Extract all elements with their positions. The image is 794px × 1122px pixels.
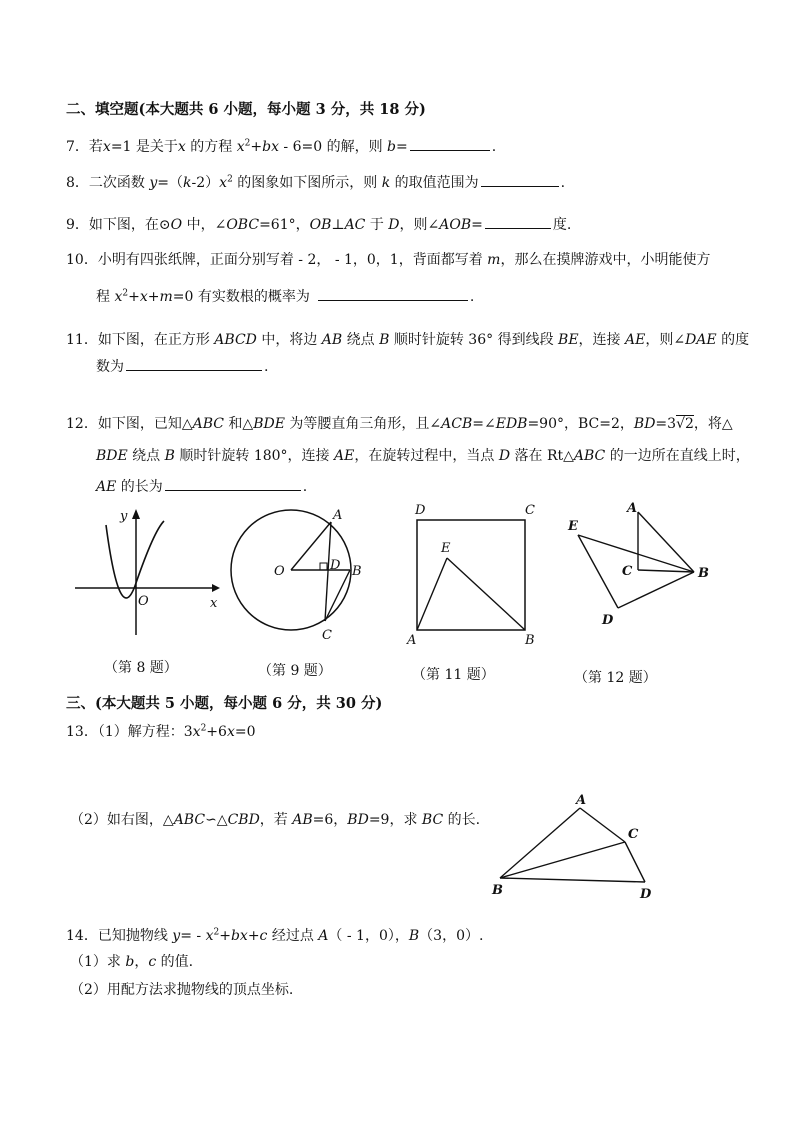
q11-text: ，则∠ [645, 332, 686, 348]
segment-ab [500, 808, 580, 878]
q11-text: B [379, 332, 390, 348]
q13-text: BD [347, 812, 369, 828]
q12-text: ABC [192, 416, 224, 432]
q10-text: + [147, 289, 160, 305]
answer-blank[interactable] [410, 136, 490, 151]
x-axis-arrow-icon [212, 584, 220, 592]
section-2-title: 二、填空题(本大题共 6 小题，每小题 3 分，共 18 分) [66, 101, 426, 118]
q14-text: ， [134, 954, 149, 970]
right-angle-mark [320, 563, 327, 570]
figure-9-circle [228, 505, 368, 655]
q8-text: 二次函数 [88, 175, 150, 191]
q11-text: AB [321, 332, 343, 348]
q13-text: ABC [173, 812, 206, 828]
q13-text: +6 [206, 724, 227, 740]
q7-text: = [396, 139, 408, 155]
label-b: B [492, 883, 503, 898]
question-9 [66, 214, 571, 235]
q12-text: 落在 Rt△ [510, 448, 574, 464]
figure-8-caption: （第 8 题） [104, 660, 178, 676]
q13-text: ∽△ [205, 812, 228, 828]
q10-text: =0 有实数根的概率为 [172, 289, 310, 305]
q11-text: 绕点 [342, 332, 380, 348]
segment-cd [625, 842, 645, 882]
q9-text: 于 [365, 217, 389, 233]
q8-end: . [560, 175, 566, 191]
q9-text: = [471, 217, 483, 233]
segment-cb [638, 570, 694, 572]
q13-text: 的长. [443, 812, 481, 828]
q7-number: 7． [66, 139, 89, 155]
q8-text: 2 [227, 174, 233, 185]
q14-text: （ - 1，0）， [328, 928, 409, 944]
q14-text: x [205, 928, 214, 944]
label-c: C [525, 503, 535, 518]
q10-text: m [487, 252, 501, 268]
q11-text: BE [558, 332, 579, 348]
figure-11-square [405, 500, 545, 650]
q10-text: m [159, 289, 173, 305]
q9-end: 度. [552, 217, 572, 233]
q8-text: 的图象如下图所示，则 [232, 175, 382, 191]
question-11-line-1 [66, 330, 749, 350]
q9-text: AOB [439, 217, 472, 233]
answer-blank[interactable] [126, 356, 262, 371]
q7-text: =1 是关于 [110, 139, 178, 155]
q12-text: 的长为 [116, 479, 163, 495]
question-10-line-2 [96, 286, 474, 307]
q8-text: =（ [157, 175, 184, 191]
answer-blank[interactable] [165, 476, 301, 491]
q8-text: -2） [191, 175, 220, 191]
q9-number: 9． [66, 217, 89, 233]
q14-text: （3，0）. [419, 928, 484, 944]
segment-be [447, 558, 525, 630]
answer-blank[interactable] [485, 214, 551, 229]
segment-bc [325, 570, 350, 621]
q13-text: ，若 [259, 812, 293, 828]
q10-text: 小明有四张纸牌，正面分别写着 - 2， - 1，0，1，背面都写着 [97, 252, 488, 268]
q14-text: + [247, 928, 260, 944]
q11-text: 顺时针旋转 36° 得到线段 [389, 332, 559, 348]
q9-text: O [170, 217, 183, 233]
q12-text: 为等腰直角三角形，且∠ [284, 416, 442, 432]
q10-text: ，那么在摸牌游戏中，小明能使方 [500, 252, 711, 268]
q7-text: x [102, 139, 111, 155]
figure-9-caption: （第 9 题） [258, 663, 332, 679]
q7-end: . [491, 139, 497, 155]
q12-end: . [302, 479, 308, 495]
q14-text: b [125, 954, 135, 970]
figure-13-triangles [490, 790, 660, 905]
figure-12-triangles [560, 500, 720, 640]
q14-text: 经过点 [267, 928, 319, 944]
q14-text: + [219, 928, 231, 944]
q9-text: AC [344, 217, 366, 233]
label-x: x [210, 596, 218, 611]
q7-text: b [387, 139, 397, 155]
q9-text: ⊥ [331, 217, 345, 233]
q12-text: 如下图，已知△ [97, 416, 193, 432]
section-3-title: 三、(本大题共 5 小题，每小题 6 分，共 30 分) [66, 695, 383, 712]
q7-text: x [177, 139, 186, 155]
q7-text: x [236, 139, 245, 155]
q14-number: 14． [66, 928, 98, 944]
question-10-line-1 [66, 250, 710, 270]
q13-text: （1）解方程：3 [97, 724, 193, 740]
q10-text: 程 [96, 289, 115, 305]
segment-ac [580, 808, 625, 842]
q14-text: 2 [213, 927, 220, 938]
q11-text: DAE [685, 332, 717, 348]
answer-blank[interactable] [318, 286, 468, 301]
sqrt-radicand: √2 [676, 416, 694, 432]
q8-text: 的取值范围为 [390, 175, 479, 191]
q9-text: D [388, 217, 400, 233]
question-14 [66, 926, 483, 946]
q12-text: B [164, 448, 175, 464]
q13-text: =9，求 [368, 812, 422, 828]
q8-number: 8． [66, 175, 89, 191]
q14-text: 的值. [156, 954, 194, 970]
q11-end: . [264, 359, 269, 375]
q14-text: c [259, 928, 268, 944]
q12-text: =∠ [472, 416, 496, 432]
label-a: A [627, 501, 638, 516]
q11-text: 如下图，在正方形 [97, 332, 215, 348]
label-b: B [525, 633, 535, 648]
label-c: C [628, 827, 639, 842]
question-13-part-2 [70, 810, 480, 830]
q13-text: CBD [227, 812, 260, 828]
q14-text: B [408, 928, 420, 944]
q12-text: =90°，BC=2， [527, 416, 634, 432]
q12-text: BDE [253, 416, 285, 432]
q11-number: 11． [66, 332, 98, 348]
q8-text: x [219, 175, 228, 191]
q11-text: 的度 [716, 332, 750, 348]
label-d: D [415, 503, 426, 518]
q12-text: ABC [573, 448, 606, 464]
q14-text: = - [180, 928, 206, 944]
question-7 [66, 136, 496, 157]
q10-text: + [128, 289, 140, 305]
q12-text: 绕点 [127, 448, 165, 464]
q7-text: 的方程 [185, 139, 237, 155]
q11-text: 数为 [96, 359, 124, 375]
q13-text: （2）如右图，△ [70, 812, 174, 828]
q14-text: （1）求 [70, 954, 126, 970]
q10-text: 2 [122, 288, 129, 299]
q9-text: =61°， [259, 217, 310, 233]
segment-ae [417, 558, 447, 630]
y-axis-arrow-icon [132, 509, 140, 519]
figure-11-caption: （第 11 题） [412, 667, 495, 683]
q14-text: c [148, 954, 157, 970]
q8-text: y [149, 175, 158, 191]
q13-text: x [226, 724, 235, 740]
q12-text: =3 [655, 416, 677, 432]
label-d: D [602, 613, 614, 628]
question-12-line-2 [96, 446, 750, 466]
q7-text: 若 [88, 139, 103, 155]
q7-text: bx [262, 139, 279, 155]
q13-text: BC [421, 812, 444, 828]
q9-text: 中，∠ [182, 217, 227, 233]
answer-blank[interactable] [481, 172, 559, 187]
label-a: A [576, 793, 587, 808]
q12-text: BDE [96, 448, 128, 464]
q9-text: ，则∠ [399, 217, 440, 233]
label-b: B [698, 566, 709, 581]
q12-text: EDB [495, 416, 528, 432]
question-8 [66, 172, 565, 193]
parabola-curve [106, 521, 164, 598]
q8-text: k [381, 175, 391, 191]
q10-text: x [114, 289, 123, 305]
label-a: A [333, 508, 343, 523]
q14-text: y [172, 928, 181, 944]
q12-text: AE [96, 479, 117, 495]
q12-text: ，将△ [693, 416, 733, 432]
q12-text: 顺时针旋转 180°，连接 [174, 448, 335, 464]
q10-text: x [139, 289, 148, 305]
q13-text: =6， [312, 812, 348, 828]
q14-text: A [318, 928, 329, 944]
q13-number: 13． [66, 724, 98, 740]
q11-text: 中，将边 [256, 332, 322, 348]
q14-text: bx [230, 928, 248, 944]
q11-text: ABCD [214, 332, 257, 348]
q11-text: AE [625, 332, 646, 348]
question-14-part-1 [70, 952, 193, 972]
question-14-part-2: （2）用配方法求抛物线的顶点坐标. [70, 982, 294, 998]
q13-text: 2 [200, 723, 207, 734]
q10-end: . [469, 289, 475, 305]
q9-text: OBC [226, 217, 260, 233]
question-12-line-1 [66, 414, 733, 434]
q9-text: OB [309, 217, 332, 233]
q13-text: =0 [234, 724, 256, 740]
figure-12-caption: （第 12 题） [574, 670, 657, 686]
segment-bd [500, 878, 645, 882]
label-c: C [322, 628, 332, 643]
segment-bc [500, 842, 625, 878]
label-d: D [640, 887, 652, 902]
label-d: D [330, 558, 341, 573]
q12-text: ACB [441, 416, 473, 432]
q12-text: BD [633, 416, 656, 432]
q13-text: AB [292, 812, 313, 828]
q11-text: ，连接 [578, 332, 625, 348]
label-origin: O [138, 594, 149, 609]
q7-text: 2 [244, 138, 251, 149]
q12-text: D [498, 448, 511, 464]
question-12-line-3 [96, 476, 307, 497]
q7-text: + [250, 139, 263, 155]
figure-8-parabola [70, 505, 220, 645]
label-e: E [568, 519, 578, 534]
q10-number: 10． [66, 252, 98, 268]
q7-text: - 6=0 的解，则 [278, 139, 388, 155]
q13-text: x [192, 724, 201, 740]
label-y: y [120, 509, 128, 524]
q9-text: 如下图，在⊙ [88, 217, 171, 233]
label-b: B [352, 564, 362, 579]
q12-number: 12． [66, 416, 98, 432]
question-13-part-1 [66, 722, 255, 742]
label-e: E [441, 541, 451, 556]
label-o: O [274, 564, 285, 579]
q12-text: ，在旋转过程中，当点 [354, 448, 499, 464]
q14-text: 已知抛物线 [97, 928, 173, 944]
q12-text: 的一边所在直线上时， [605, 448, 750, 464]
question-11-line-2 [96, 356, 268, 377]
label-a: A [407, 633, 417, 648]
label-c: C [622, 564, 633, 579]
square-abcd [417, 520, 525, 630]
q12-text: 和△ [223, 416, 254, 432]
q8-text: k [183, 175, 192, 191]
q12-text: AE [334, 448, 355, 464]
